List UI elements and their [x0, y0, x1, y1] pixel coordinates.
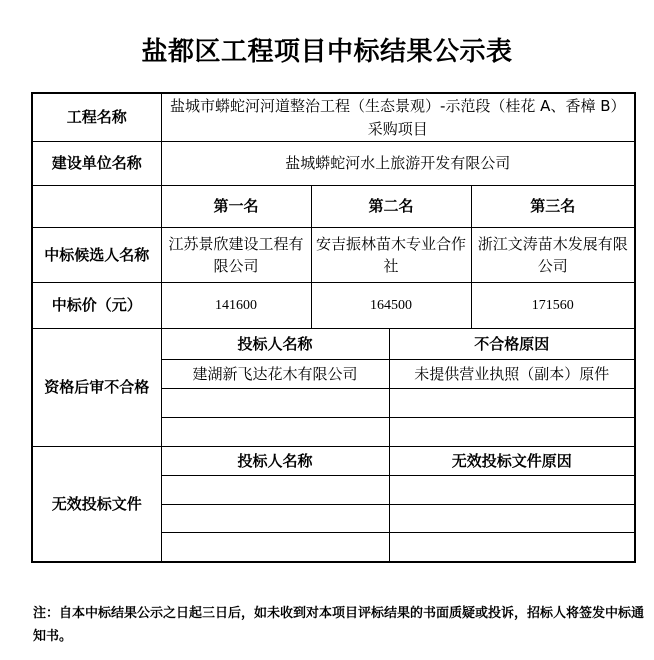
table-row-invalid-header [32, 447, 635, 476]
postqual-bidder-1: 建湖新飞达花木有限公司 [161, 360, 389, 389]
empty-cell [32, 186, 161, 228]
postqual-bidder-3 [161, 418, 389, 447]
candidates-label: 中标候选人名称 [32, 228, 161, 283]
table-row-postqual-header [32, 329, 635, 360]
candidate-1: 江苏景欣建设工程有限公司 [161, 228, 311, 283]
postqual-reason-3 [389, 418, 635, 447]
rank-3-header: 第三名 [471, 186, 635, 228]
project-name-label: 工程名称 [32, 93, 161, 142]
postqual-reason-1: 未提供营业执照（副本）原件 [389, 360, 635, 389]
invalid-bidder-header: 投标人名称 [161, 447, 389, 476]
table-row-project [32, 93, 635, 142]
postqual-bidder-header: 投标人名称 [161, 329, 389, 360]
price-2: 164500 [311, 283, 471, 329]
invalid-reason-1 [389, 476, 635, 505]
price-3: 171560 [471, 283, 635, 329]
invalid-bidder-1 [161, 476, 389, 505]
invalid-reason-header: 无效投标文件原因 [389, 447, 635, 476]
invalid-reason-3 [389, 533, 635, 562]
owner-name-label: 建设单位名称 [32, 142, 161, 186]
bid-result-table [31, 92, 636, 563]
invalid-bidder-3 [161, 533, 389, 562]
page-title: 盐都区工程项目中标结果公示表 [141, 37, 513, 67]
candidate-2: 安吉振林苗木专业合作社 [311, 228, 471, 283]
postqual-reason-header: 不合格原因 [389, 329, 635, 360]
postqual-section-label: 资格后审不合格 [32, 329, 161, 447]
table-row-prices [32, 283, 635, 329]
project-name-value: 盐城市蟒蛇河河道整治工程（生态景观）-示范段（桂花 A、香樟 B）采购项目 [161, 93, 635, 142]
rank-1-header: 第一名 [161, 186, 311, 228]
candidate-3: 浙江文涛苗木发展有限公司 [471, 228, 635, 283]
table-row-rank-headers [32, 186, 635, 228]
postqual-reason-2 [389, 389, 635, 418]
invalid-reason-2 [389, 505, 635, 533]
invalid-section-label: 无效投标文件 [32, 447, 161, 562]
footer-note: 注：自本中标结果公示之日起三日后，如未收到对本项目评标结果的书面质疑或投诉，招标人将签发中标通知书。 [33, 606, 645, 645]
price-label: 中标价（元） [32, 283, 161, 329]
postqual-bidder-2 [161, 389, 389, 418]
price-1: 141600 [161, 283, 311, 329]
table-row-owner [32, 142, 635, 186]
invalid-bidder-2 [161, 505, 389, 533]
table-row-candidates [32, 228, 635, 283]
rank-2-header: 第二名 [311, 186, 471, 228]
owner-name-value: 盐城蟒蛇河水上旅游开发有限公司 [161, 142, 635, 186]
